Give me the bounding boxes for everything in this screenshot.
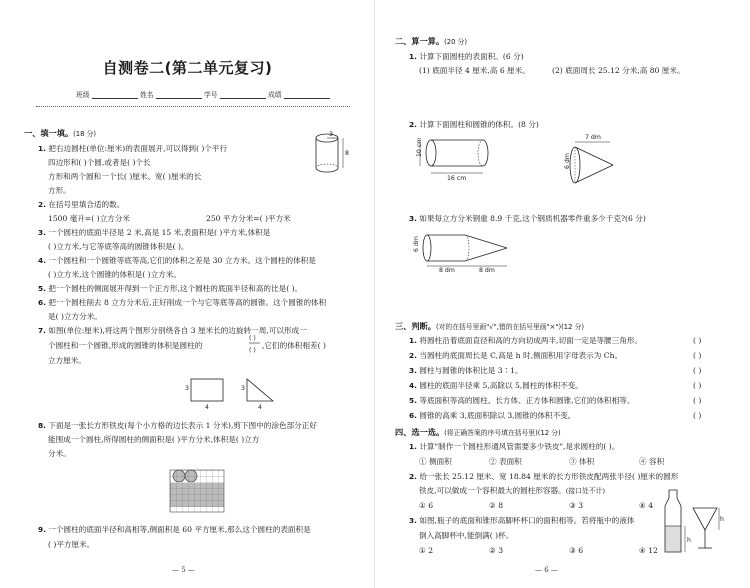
c3-option-1[interactable]: ① 2 [419, 546, 434, 555]
q1-line4: 方形。 [48, 186, 71, 195]
q8-line1: 8. 下面是一张长方形铁皮(每个小方格的边长表示 1 分米),剪下图中的涂色部分正好 [38, 421, 317, 430]
c2-line1: 2. 给一张长 25.12 厘米、宽 18.84 厘米的长方形铁皮配两张半径( )厘米的圆形 [409, 472, 679, 481]
c2-option-4[interactable]: ④ 4 [639, 501, 654, 510]
right-page [375, 0, 750, 588]
q6-line2: 是( )立方分米。 [48, 312, 102, 321]
c2-line2: 铁皮,可以做成一个容积最大的圆柱形容器。(接口处不计) [419, 486, 605, 495]
section-4-heading: 四、选一选。(将正确答案的序号填在括号里)(12 分) [395, 427, 561, 437]
q6-line1: 6. 把一个圆柱削去 8 立方分米后,正好削成一个与它等底等高的圆锥。这个圆锥的体积 [38, 298, 327, 307]
c1-line1: 1. 计算"制作一个圆柱形通风管需要多少铁皮",是求圆柱的( )。 [409, 442, 620, 451]
c2-option-2[interactable]: ② 8 [489, 501, 504, 510]
svg-text:( ): ( ) [249, 335, 256, 342]
r1-line1: 1. 计算下面圆柱的表面积。(6 分) [409, 52, 524, 61]
q2-item-b: 250 平方分米=( )平方米 [206, 214, 291, 223]
r2-cone-height: 6 dm [564, 153, 571, 169]
judge-answer[interactable]: ( ) [693, 411, 702, 420]
judge-item: 4. 圆柱的底面半径乘 5,高除以 5,圆柱的体积不变。 [409, 381, 583, 390]
r3-diameter: 6 dm [413, 236, 420, 252]
q9-line1: 9. 一个圆柱的底面半径和高相等,侧面积是 60 平方厘米,那么这个圆柱的表面积是 [38, 525, 311, 534]
q1-line2: 四边形和( )个圆,或者是( )个长 [48, 158, 151, 167]
q1-height-label: 8 [345, 150, 349, 157]
judge-item: 2. 当圆柱的底面周长是 C,高是 h 时,侧面积用字母表示为 Ch。 [409, 351, 623, 360]
c2-option-1[interactable]: ① 6 [419, 501, 434, 510]
judge-answer[interactable]: ( ) [693, 366, 702, 375]
c1-option-3[interactable]: ③ 体积 [569, 457, 595, 466]
q7-line2: 个圆柱和一个圆锥,形成的圆锥的体积是圆柱的 [48, 341, 203, 350]
divider [36, 106, 350, 110]
judge-answer[interactable]: ( ) [693, 396, 702, 405]
c3-bottle-glass-figure [665, 486, 725, 558]
r2-cylinder-height: 10 cm [416, 137, 423, 157]
q3-line2: ( )立方米,与它等底等高的圆锥体积是( )。 [48, 242, 189, 251]
q4-line1: 4. 一个圆柱和一个圆锥等底等高,它们的体积之差是 30 立方米。这个圆柱的体积是 [38, 256, 316, 265]
q7-line3: 立方厘米。 [48, 356, 86, 365]
r3-part-figure [415, 232, 525, 274]
q7-rect-side-label: 3 [185, 385, 189, 392]
c3-glass-h: h [720, 516, 724, 523]
q8-line2: 能围成一个圆柱,所得圆柱的侧面积是( )平方分米,体积是( )立方 [48, 435, 260, 444]
r1-sub1: (1) 底面半径 4 厘米,高 6 厘米。 [419, 66, 530, 75]
page-number-right: — 6 — [535, 566, 558, 574]
c3-line2: 倒入高脚杯中,能倒满( )杯。 [419, 531, 514, 540]
q7-line1: 7. 如图(单位:厘米),将这两个图形分别绕各自 3 厘米长的边旋转一周,可以形成一 [38, 326, 307, 335]
section-1-heading: 一、填一填。(18 分) [24, 128, 97, 138]
info-id: 学号 [204, 89, 266, 99]
section-2-heading: 二、算一算。(20 分) [395, 36, 468, 46]
info-score: 成绩 [268, 89, 330, 99]
c3-option-4[interactable]: ④ 12 [639, 546, 658, 555]
r2-cone-figure [565, 133, 655, 185]
q7-line2-tail: ,它们的体积相差( ) [262, 341, 326, 350]
r2-line1: 2. 计算下面圆柱和圆锥的体积。(8 分) [409, 120, 539, 129]
r1-sub2: (2) 底面周长 25.12 分米,高 80 厘米。 [552, 66, 685, 75]
q7-tri-side-label: 3 [241, 385, 245, 392]
q9-line2: ( )平方厘米。 [48, 540, 95, 549]
r3-cylinder-length: 8 dm [439, 267, 455, 274]
q3-line1: 3. 一个圆柱的底面半径是 2 米,高是 15 米,表面积是( )平方米,体积是 [38, 228, 271, 237]
q8-line3: 分米。 [48, 449, 71, 458]
judge-answer[interactable]: ( ) [693, 336, 702, 345]
judge-item: 1. 将圆柱沿着底面直径和高的方向切成两半,切面一定是等腰三角形。 [409, 336, 643, 345]
q2-line1: 2. 在括号里填合适的数。 [38, 200, 125, 209]
page-number-left: — 5 — [172, 566, 195, 574]
c2-option-3[interactable]: ③ 3 [569, 501, 584, 510]
q1-line1: 1. 把右边圆柱(单位:厘米)的表面展开,可以得到( )个平行 [38, 144, 228, 153]
c3-bottle-h: h [687, 537, 691, 544]
judge-item: 5. 等底面积等高的圆柱、长方体、正方体和圆锥,它们的体积相等。 [409, 396, 635, 405]
q8-grid-figure [170, 470, 230, 518]
section-3-heading: 三、判断。(对的在括号里画"√",错的在括号里画"×")(12 分) [395, 321, 585, 331]
q4-line2: ( )立方米,这个圆锥的体积是( )立方米。 [48, 270, 181, 279]
c1-option-1[interactable]: ① 侧面积 [419, 457, 452, 466]
c1-option-2[interactable]: ② 表面积 [489, 457, 522, 466]
r3-cone-length: 8 dm [479, 267, 495, 274]
c3-option-2[interactable]: ② 3 [489, 546, 504, 555]
q5-line1: 5. 把一个圆柱的侧面展开得到一个正方形,这个圆柱的底面半径和高的比是( )。 [38, 284, 303, 293]
info-name: 姓名 [140, 89, 202, 99]
r2-cone-diameter: 7 dm [585, 134, 601, 141]
q7-rectangle [191, 379, 223, 401]
q1-cylinder-figure [312, 132, 352, 178]
q1-radius-label: 3 [329, 131, 333, 138]
q7-fraction-blank [249, 333, 261, 357]
q7-tri-bottom-label: 4 [258, 404, 262, 411]
info-class: 班级 [76, 89, 138, 99]
r2-cylinder-length: 16 cm [447, 175, 467, 182]
judge-answer[interactable]: ( ) [693, 351, 702, 360]
r3-line1: 3. 如果每立方分米钢重 8.9 千克,这个钢质机器零件重多少千克?(6 分) [409, 214, 646, 223]
q7-figures [185, 376, 285, 412]
judge-answer[interactable]: ( ) [693, 381, 702, 390]
q1-line3: 方形和两个圆和一个长( )厘米、宽( )厘米的长 [48, 172, 202, 181]
c1-option-4[interactable]: ④ 容积 [639, 457, 665, 466]
c3-option-3[interactable]: ③ 6 [569, 546, 584, 555]
judge-item: 6. 圆锥的高乘 3,底面积除以 3,圆锥的体积不变。 [409, 411, 576, 420]
q7-triangle [247, 379, 273, 401]
r2-cylinder-figure [417, 137, 507, 185]
judge-item: 3. 圆柱与圆锥的体积比是 3∶1。 [409, 366, 523, 375]
c3-line1: 3. 如图,瓶子的底面和锥形高脚杯杯口的面积相等。若将瓶中的液体 [409, 516, 635, 525]
q7-rect-bottom-label: 4 [205, 404, 209, 411]
q2-item-a: 1500 毫升=( )立方分米 [48, 214, 131, 223]
svg-text:( ): ( ) [249, 347, 256, 354]
page-title: 自测卷二(第二单元复习) [102, 59, 273, 77]
